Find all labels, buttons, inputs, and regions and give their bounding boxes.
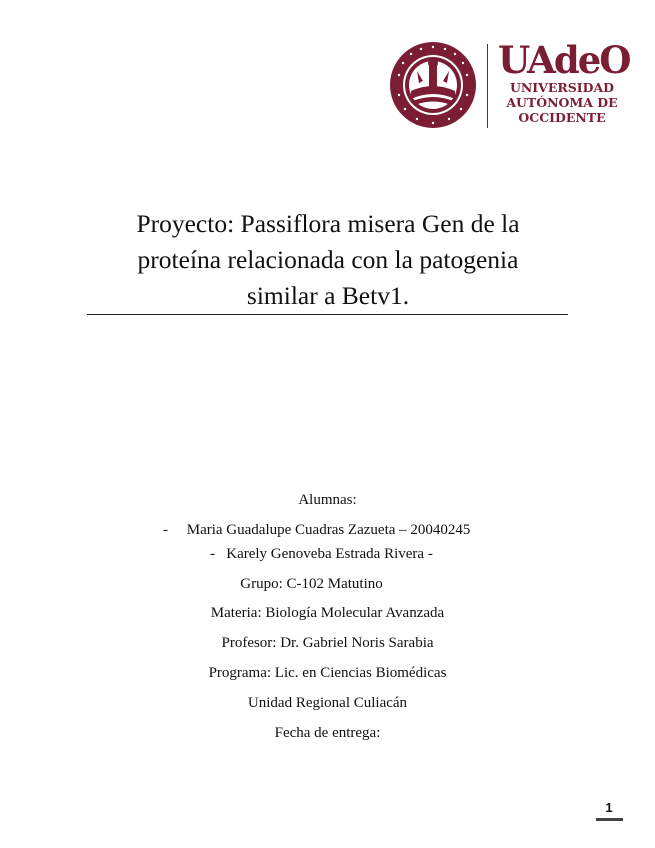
brand-name: UAdeO	[498, 38, 630, 82]
university-seal-logo	[389, 41, 477, 129]
regional-unit: Unidad Regional Culiacán	[247, 695, 408, 711]
students-label: Alumnas:	[298, 492, 357, 508]
document-title	[88, 206, 568, 314]
brand-subtitle-line-2: AUTÓNOMA DE	[506, 95, 618, 110]
brand-subtitle-line-1: UNIVERSIDAD	[509, 80, 615, 95]
university-wordmark	[498, 40, 638, 125]
program: Programa: Lic. en Ciencias Biomédicas	[208, 665, 447, 681]
page-number: 1	[605, 800, 613, 815]
student-2: - Karely Genoveba Estrada Rivera -	[210, 546, 433, 562]
title-line-1: Proyecto: Passiflora misera Gen de la	[136, 209, 520, 238]
subject: Materia: Biología Molecular Avanzada	[210, 605, 445, 621]
title-line-2: proteína relacionada con la patogenia	[137, 245, 519, 274]
title-line-3: similar a Betv1.	[246, 281, 410, 310]
title-underline	[87, 314, 568, 315]
logo-divider	[487, 44, 488, 128]
brand-subtitle-line-3: OCCIDENTE	[518, 110, 606, 125]
professor: Profesor: Dr. Gabriel Noris Sarabia	[221, 635, 434, 651]
due-date: Fecha de entrega:	[274, 725, 381, 741]
student-1: - Maria Guadalupe Cuadras Zazueta – 20040245	[163, 522, 471, 538]
group: Grupo: C-102 Matutino	[240, 576, 383, 592]
page-number-underline	[596, 818, 623, 821]
